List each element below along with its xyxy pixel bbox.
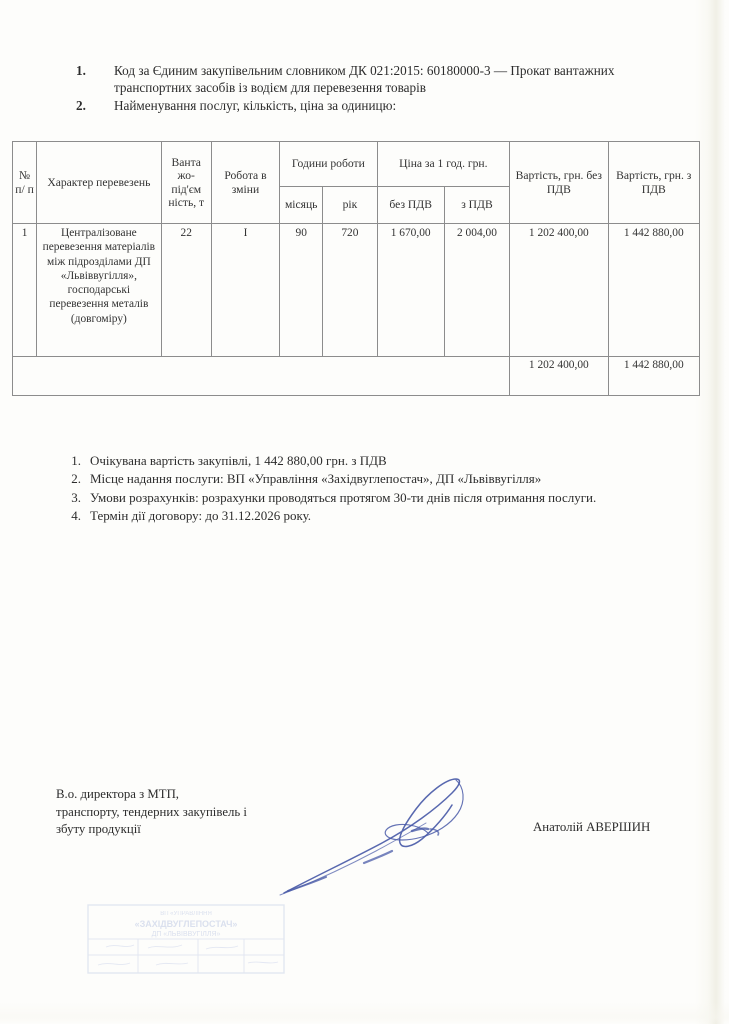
signatory-title-line-1: В.о. директора з МТП, bbox=[56, 787, 180, 801]
cell-capacity: 22 bbox=[161, 224, 211, 357]
cell-hours-year: 720 bbox=[323, 224, 377, 357]
scan-edge-shadow-right bbox=[695, 0, 729, 1024]
stamp-line-1: ВП «УПРАВЛІННЯ bbox=[160, 911, 212, 917]
intro-item-text: Найменування послуг, кількість, ціна за одиницю: bbox=[114, 98, 397, 114]
cell-price-no-vat: 1 670,00 bbox=[377, 224, 444, 357]
cell-hours-month: 90 bbox=[280, 224, 323, 357]
cell-total-label bbox=[13, 357, 510, 396]
list-item bbox=[58, 470, 698, 488]
condition-text: Очікувана вартість закупівлі, 1 442 880,00 грн. з ПДВ bbox=[90, 453, 387, 468]
list-item bbox=[58, 452, 698, 470]
condition-number: 4. bbox=[71, 508, 81, 524]
services-table bbox=[12, 141, 700, 396]
table-header-row-1 bbox=[13, 142, 700, 187]
cell-cost-no-vat: 1 202 400,00 bbox=[510, 224, 608, 357]
cell-character: Централізоване перевезення матеріалів між підрозділами ДП «Львіввугілля», господарські перевезення металів (довгоміру) bbox=[37, 224, 162, 357]
condition-text: Умови розрахунків: розрахунки проводяться протягом 30-ти днів після отримання послуги. bbox=[90, 489, 597, 505]
th-price-group: Ціна за 1 год. грн. bbox=[377, 142, 510, 187]
th-hours-year: рік bbox=[323, 187, 377, 224]
th-price-no-vat: без ПДВ bbox=[377, 187, 444, 224]
th-price-with-vat: з ПДВ bbox=[444, 187, 509, 224]
table-total-row bbox=[13, 357, 700, 396]
condition-number: 2. bbox=[71, 471, 81, 487]
th-cost-with-vat: Вартість, грн. з ПДВ bbox=[608, 142, 699, 224]
condition-number: 1. bbox=[71, 453, 81, 468]
table-header bbox=[13, 142, 700, 224]
th-row-number: № п/ п bbox=[13, 142, 37, 224]
th-hours-group: Години роботи bbox=[280, 142, 377, 187]
condition-number: 3. bbox=[71, 489, 81, 505]
intro-item bbox=[76, 97, 692, 114]
cell-total-cost-with-vat: 1 442 880,00 bbox=[608, 357, 699, 396]
stamp-line-2: «ЗАХІДВУГЛЕПОСТАЧ» bbox=[134, 919, 238, 929]
cell-cost-with-vat: 1 442 880,00 bbox=[608, 224, 699, 357]
cell-shifts: I bbox=[211, 224, 279, 357]
condition-text: Місце надання послуги: ВП «Управління «Західвуглепостач», ДП «Львіввугілля» bbox=[90, 471, 542, 487]
signatory-title-line-3: збуту продукції bbox=[56, 822, 141, 837]
th-cost-no-vat: Вартість, грн. без ПДВ bbox=[510, 142, 608, 224]
signatory-title-line-2: транспорту, тендерних закупівель і bbox=[56, 804, 247, 819]
table-row bbox=[13, 224, 700, 357]
conditions-list bbox=[58, 452, 698, 526]
intro-item-text: Код за Єдиним закупівельним словником ДК 021:2015: 60180000-3 — Прокат вантажних транспортних засобів із водієм для перевезення товарів bbox=[114, 63, 615, 96]
cell-row-number: 1 bbox=[13, 224, 37, 357]
list-item bbox=[58, 507, 698, 525]
list-item bbox=[58, 489, 698, 507]
th-capacity: Ванта жо- під'єм ність, т bbox=[161, 142, 211, 224]
th-character: Характер перевезень bbox=[37, 142, 162, 224]
cell-total-cost-no-vat: 1 202 400,00 bbox=[510, 357, 608, 396]
signatory-title bbox=[56, 786, 346, 839]
cell-price-with-vat: 2 004,00 bbox=[444, 224, 509, 357]
stamp-line-3: ДП «ЛЬВІВВУГІЛЛЯ» bbox=[151, 931, 221, 938]
table-body bbox=[13, 224, 700, 396]
intro-item-number: 1. bbox=[76, 63, 86, 78]
condition-text: Термін дії договору: до 31.12.2026 року. bbox=[90, 508, 312, 524]
signatory-name: Анатолій АВЕРШИН bbox=[533, 820, 651, 834]
th-shifts: Робота в зміни bbox=[211, 142, 279, 224]
official-stamp bbox=[86, 903, 286, 975]
intro-clauses bbox=[76, 62, 692, 115]
intro-item bbox=[76, 62, 692, 96]
scan-edge-shadow-bottom bbox=[0, 1002, 729, 1024]
th-hours-month: місяць bbox=[280, 187, 323, 224]
intro-item-number: 2. bbox=[76, 98, 86, 114]
